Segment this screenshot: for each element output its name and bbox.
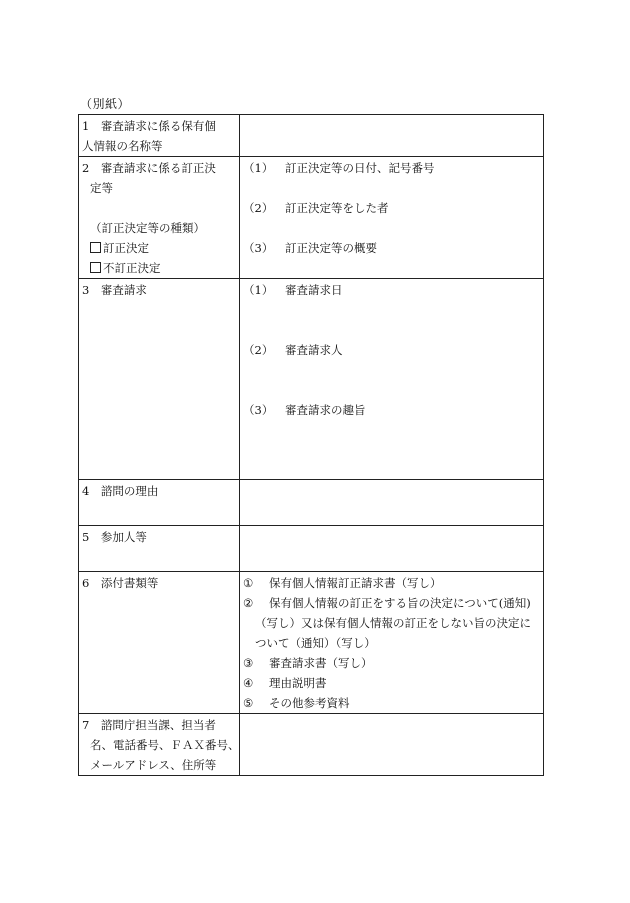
item-label: 訂正決定等の日付、記号番号 bbox=[285, 161, 435, 175]
row7-content-cell[interactable] bbox=[240, 714, 544, 776]
row7-title-line3: メールアドレス、住所等 bbox=[90, 758, 217, 772]
row3-content-cell bbox=[240, 279, 544, 480]
checkbox-label: 訂正決定 bbox=[103, 241, 149, 255]
referral-form-table bbox=[78, 114, 544, 776]
row2-title-line1: 2 審査請求に係る訂正決 bbox=[82, 161, 216, 175]
row2-title-cell bbox=[79, 157, 240, 279]
row3-item-2 bbox=[243, 340, 543, 360]
row6-content-cell bbox=[240, 572, 544, 714]
attachment-item bbox=[243, 593, 543, 613]
decision-kind-heading: （訂正決定等の種類） bbox=[90, 221, 205, 235]
table-row bbox=[79, 572, 544, 714]
attachment-text: 保有個人情報の訂正をする旨の決定について(通知) bbox=[269, 596, 531, 610]
row3-title-cell bbox=[79, 279, 240, 480]
item-label: 訂正決定等をした者 bbox=[285, 201, 389, 215]
item-label: 訂正決定等の概要 bbox=[285, 241, 377, 255]
attachment-text: 審査請求書（写し） bbox=[269, 656, 373, 670]
attachment-mark: ⑤ bbox=[243, 696, 254, 710]
item-label: 審査請求の趣旨 bbox=[285, 403, 366, 417]
row7-title-line2: 名、電話番号、ＦＡＸ番号、 bbox=[90, 738, 240, 752]
row3-item-3 bbox=[243, 400, 543, 420]
table-row bbox=[79, 279, 544, 480]
attachment-text: 理由説明書 bbox=[269, 676, 327, 690]
row1-title-line1: 1 審査請求に係る保有個 bbox=[82, 119, 216, 133]
row5-title-line1: 5 参加人等 bbox=[82, 530, 147, 544]
row1-title-line2: 人情報の名称等 bbox=[82, 139, 163, 153]
row6-title-cell bbox=[79, 572, 240, 714]
item-number: （3） bbox=[243, 241, 274, 255]
row4-content-cell[interactable] bbox=[240, 480, 544, 526]
attachment-item bbox=[243, 693, 543, 713]
row2-item-2 bbox=[243, 198, 543, 218]
checkbox-non-correction-decision[interactable] bbox=[82, 258, 239, 278]
row2-item-1 bbox=[243, 158, 543, 178]
item-label: 審査請求日 bbox=[285, 283, 343, 297]
row3-item-1 bbox=[243, 280, 543, 300]
attachment-mark: ④ bbox=[243, 676, 254, 690]
item-number: （1） bbox=[243, 161, 274, 175]
row7-title-line1: 7 諮問庁担当課、担当者 bbox=[82, 718, 216, 732]
row4-title-cell bbox=[79, 480, 240, 526]
attachment-item bbox=[243, 573, 543, 593]
row5-title-cell bbox=[79, 526, 240, 572]
table-row bbox=[79, 526, 544, 572]
attachment-continuation: ついて（通知）（写し） bbox=[255, 636, 376, 650]
row2-item-3 bbox=[243, 238, 543, 258]
row7-title-cell bbox=[79, 714, 240, 776]
table-row bbox=[79, 714, 544, 776]
item-label: 審査請求人 bbox=[285, 343, 343, 357]
attachment-item bbox=[243, 673, 543, 693]
row5-content-cell[interactable] bbox=[240, 526, 544, 572]
row4-title-line1: 4 諮問の理由 bbox=[82, 484, 159, 498]
row2-title-line2: 定等 bbox=[90, 181, 113, 195]
row2-content-cell bbox=[240, 157, 544, 279]
row3-title-line1: 3 審査請求 bbox=[82, 283, 147, 297]
item-number: （2） bbox=[243, 343, 274, 357]
attachment-text: その他参考資料 bbox=[269, 696, 350, 710]
checkbox-correction-decision[interactable] bbox=[82, 238, 239, 258]
item-number: （3） bbox=[243, 403, 274, 417]
attachment-mark: ① bbox=[243, 576, 254, 590]
attachment-mark: ③ bbox=[243, 656, 254, 670]
attachment-continuation: （写し）又は保有個人情報の訂正をしない旨の決定に bbox=[255, 616, 531, 630]
attachment-mark: ② bbox=[243, 596, 254, 610]
checkbox-label: 不訂正決定 bbox=[103, 261, 161, 275]
table-row bbox=[79, 480, 544, 526]
row1-content-cell[interactable] bbox=[240, 115, 544, 157]
row6-title-line1: 6 添付書類等 bbox=[82, 576, 159, 590]
item-number: （1） bbox=[243, 283, 274, 297]
table-row bbox=[79, 157, 544, 279]
checkbox-icon[interactable] bbox=[90, 242, 101, 253]
page-label: （別紙） bbox=[80, 97, 131, 111]
attachment-item bbox=[243, 653, 543, 673]
table-row bbox=[79, 115, 544, 157]
attachment-text: 保有個人情報訂正請求書（写し） bbox=[269, 576, 442, 590]
checkbox-icon[interactable] bbox=[90, 262, 101, 273]
row1-title-cell bbox=[79, 115, 240, 157]
item-number: （2） bbox=[243, 201, 274, 215]
